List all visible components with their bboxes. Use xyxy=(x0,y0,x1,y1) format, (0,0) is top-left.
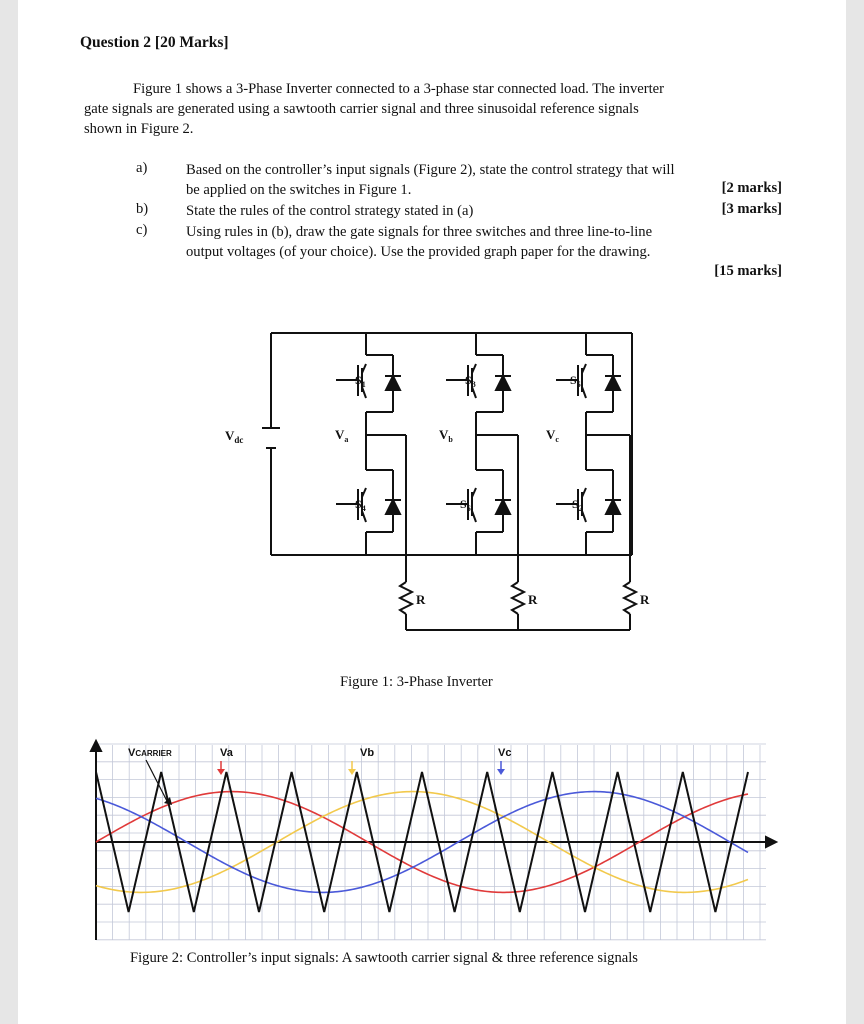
switch-label-s5: $S_5$ xyxy=(570,373,581,389)
va-pointer-arrow xyxy=(217,769,225,775)
y-axis-arrow xyxy=(91,741,101,751)
resistor-label-b: R xyxy=(528,592,538,607)
diode-d5 xyxy=(606,376,620,390)
diode-d2 xyxy=(606,500,620,514)
question-b-label: b) xyxy=(136,201,149,217)
switch-label-s4: $S_4$ xyxy=(355,497,366,513)
inverter-circuit-diagram xyxy=(18,320,846,640)
question-a-line-2: be applied on the switches in Figure 1. xyxy=(186,182,412,198)
intro-line-3: shown in Figure 2. xyxy=(84,121,194,137)
document-page xyxy=(18,0,846,1024)
question-a-line-1: Based on the controller’s input signals (Figure 2), state the control strategy that will xyxy=(186,162,675,178)
legend-vc: Vc xyxy=(498,747,512,759)
vcarrier-pointer-line xyxy=(146,760,168,803)
question-heading: Question 2 [20 Marks] xyxy=(80,34,229,51)
question-c-marks: [15 marks] xyxy=(714,263,782,279)
switch-label-s2: $S_2$ xyxy=(572,497,583,513)
legend-va: Va xyxy=(220,747,233,759)
intro-line-1: Figure 1 shows a 3-Phase Inverter connected to a 3-phase star connected load. The inverter xyxy=(133,81,664,97)
x-axis-arrow xyxy=(766,837,776,847)
switch-label-s6: $S_6$ xyxy=(460,497,471,513)
diode-d1 xyxy=(386,376,400,390)
intro-line-2: gate signals are generated using a sawtooth carrier signal and three sinusoidal reference signals xyxy=(84,101,639,117)
resistor-label-c: R xyxy=(640,592,650,607)
legend-vb: Vb xyxy=(360,747,375,759)
vb-pointer-arrow xyxy=(348,769,356,775)
phase-label-va: $V_a$ xyxy=(335,427,349,444)
question-c-label: c) xyxy=(136,222,148,238)
figure-1-caption: Figure 1: 3-Phase Inverter xyxy=(340,674,493,690)
legend-vcarrier: VCARRIER xyxy=(128,747,172,759)
diode-d4 xyxy=(386,500,400,514)
question-a-marks: [2 marks] xyxy=(721,180,782,196)
question-a-label: a) xyxy=(136,160,148,176)
figure-2-caption: Figure 2: Controller’s input signals: A sawtooth carrier signal & three reference signals xyxy=(130,950,638,966)
diode-d6 xyxy=(496,500,510,514)
question-b-line-1: State the rules of the control strategy stated in (a) xyxy=(186,203,474,219)
question-c-line-1: Using rules in (b), draw the gate signals for three switches and three line-to-line xyxy=(186,224,653,240)
vc-pointer-arrow xyxy=(497,769,505,775)
question-c-line-2: output voltages (of your choice). Use the provided graph paper for the drawing. xyxy=(186,244,651,260)
diode-d3 xyxy=(496,376,510,390)
question-b-marks: [3 marks] xyxy=(721,201,782,217)
switch-label-s3: $S_3$ xyxy=(465,373,476,389)
phase-label-vc: $V_c$ xyxy=(546,427,559,444)
vdc-label: $V_{dc}$ xyxy=(225,428,244,445)
resistor-label-a: R xyxy=(416,592,426,607)
phase-label-vb: $V_b$ xyxy=(439,427,453,444)
switch-label-s1: $S_1$ xyxy=(355,373,366,389)
carrier-reference-chart xyxy=(88,735,788,945)
